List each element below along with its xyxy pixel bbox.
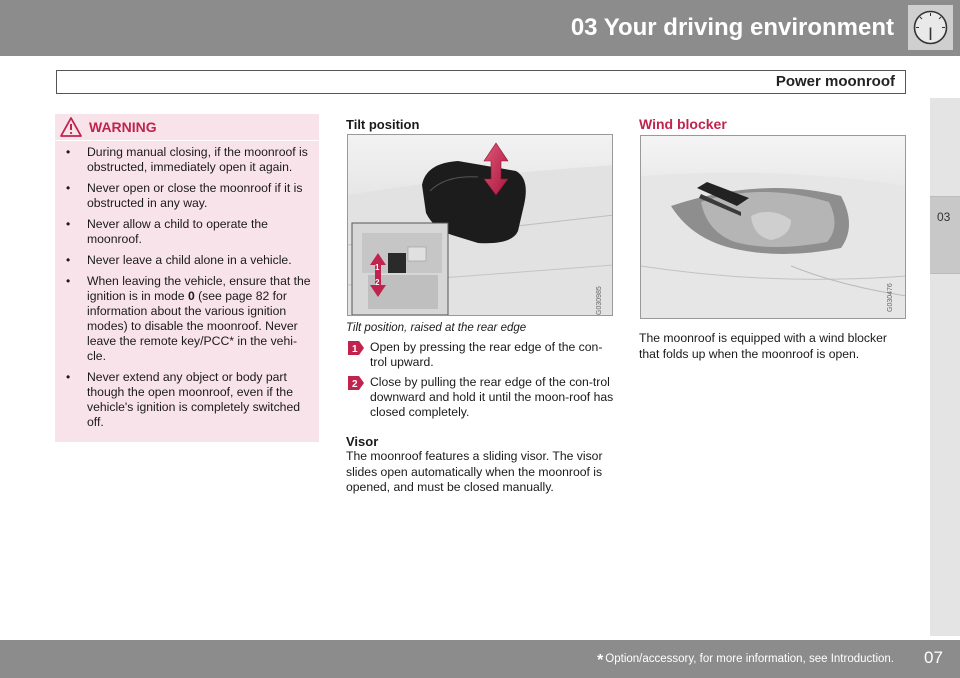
footnote-asterisk: * — [597, 652, 604, 669]
warning-item-text-end: (see page 82 for information about the various ignition modes) to disable the moonroof. Never leave the remote key/PCC* in the vehi-cle. — [87, 289, 298, 363]
warning-item — [55, 217, 319, 247]
tilt-title: Tilt position — [346, 117, 420, 132]
tilt-illustration — [348, 135, 613, 316]
warning-divider — [55, 140, 319, 141]
step-2-text: Close by pulling the rear edge of the con-trol downward and hold it until the moon-roof has closed completely. — [370, 375, 614, 419]
tilt-figure — [347, 134, 613, 316]
warning-item — [55, 181, 319, 211]
wind-blocker-illustration — [641, 136, 906, 319]
section-header — [56, 70, 906, 94]
footnote — [597, 652, 894, 670]
step-1-text: Open by pressing the rear edge of the con-trol upward. — [370, 340, 603, 369]
warning-title: WARNING — [89, 119, 157, 135]
footnote-text: Option/accessory, for more information, see Introduction. — [605, 653, 894, 665]
chapter-tab-strip — [930, 98, 960, 636]
bullet: • — [66, 217, 71, 231]
bullet: • — [66, 181, 71, 195]
step-1-badge-icon — [348, 341, 364, 355]
tilt-caption: Tilt position, raised at the rear edge — [346, 322, 527, 334]
warning-item-text-start: When leaving the vehicle, ensure that the ignition is in mode — [87, 274, 311, 303]
svg-text:2: 2 — [352, 379, 358, 390]
ignition-mode-value: 0 — [187, 289, 195, 303]
bullet: • — [66, 145, 71, 159]
gauge-icon — [908, 5, 953, 50]
chapter-tab-active[interactable] — [930, 196, 960, 274]
warning-item — [55, 253, 319, 268]
warning-item — [55, 145, 319, 175]
visor-text: The moonroof features a sliding visor. The visor slides open automatically when the moonroof is opened, and must be closed manually. — [346, 449, 603, 495]
warning-box — [55, 114, 319, 442]
tilt-figure-id: G030985 — [596, 286, 603, 315]
wind-blocker-text: The moonroof is equipped with a wind blocker that folds up when the moonroof is open. — [639, 331, 887, 361]
chapter-title: 03 Your driving environment — [570, 14, 894, 41]
step-2 — [346, 375, 614, 420]
bullet: • — [66, 253, 71, 267]
page-number: 07 — [924, 648, 943, 667]
chapter-tab-number: 03 — [937, 210, 951, 224]
wind-figure-id: G030476 — [887, 283, 894, 312]
bullet: • — [66, 370, 71, 384]
warning-header — [55, 114, 319, 140]
warning-item — [55, 370, 319, 430]
step-1 — [346, 340, 614, 370]
warning-item-text: Never open or close the moonroof if it is obstructed in any way. — [87, 181, 303, 210]
svg-text:1: 1 — [375, 263, 380, 272]
svg-text:1: 1 — [352, 344, 358, 355]
warning-item-text: Never leave a child alone in a vehicle. — [87, 253, 292, 267]
wind-blocker-figure — [640, 135, 906, 319]
warning-triangle-icon — [59, 116, 83, 138]
step-2-badge-icon — [348, 376, 364, 390]
section-title: Power moonroof — [775, 73, 895, 90]
wind-blocker-title: Wind blocker — [639, 116, 727, 132]
warning-item-text: Never allow a child to operate the moonroof. — [87, 217, 268, 246]
warning-item-text: Never extend any object or body part though the open moonroof, even if the vehicle's ignition is completely switched off. — [87, 370, 300, 429]
bullet: • — [66, 274, 71, 288]
warning-item-text: During manual closing, if the moonroof is obstructed, immediately open it again. — [87, 145, 308, 174]
warning-list — [55, 145, 319, 436]
visor-title: Visor — [346, 434, 379, 449]
warning-item — [55, 274, 319, 364]
svg-text:2: 2 — [375, 278, 380, 287]
